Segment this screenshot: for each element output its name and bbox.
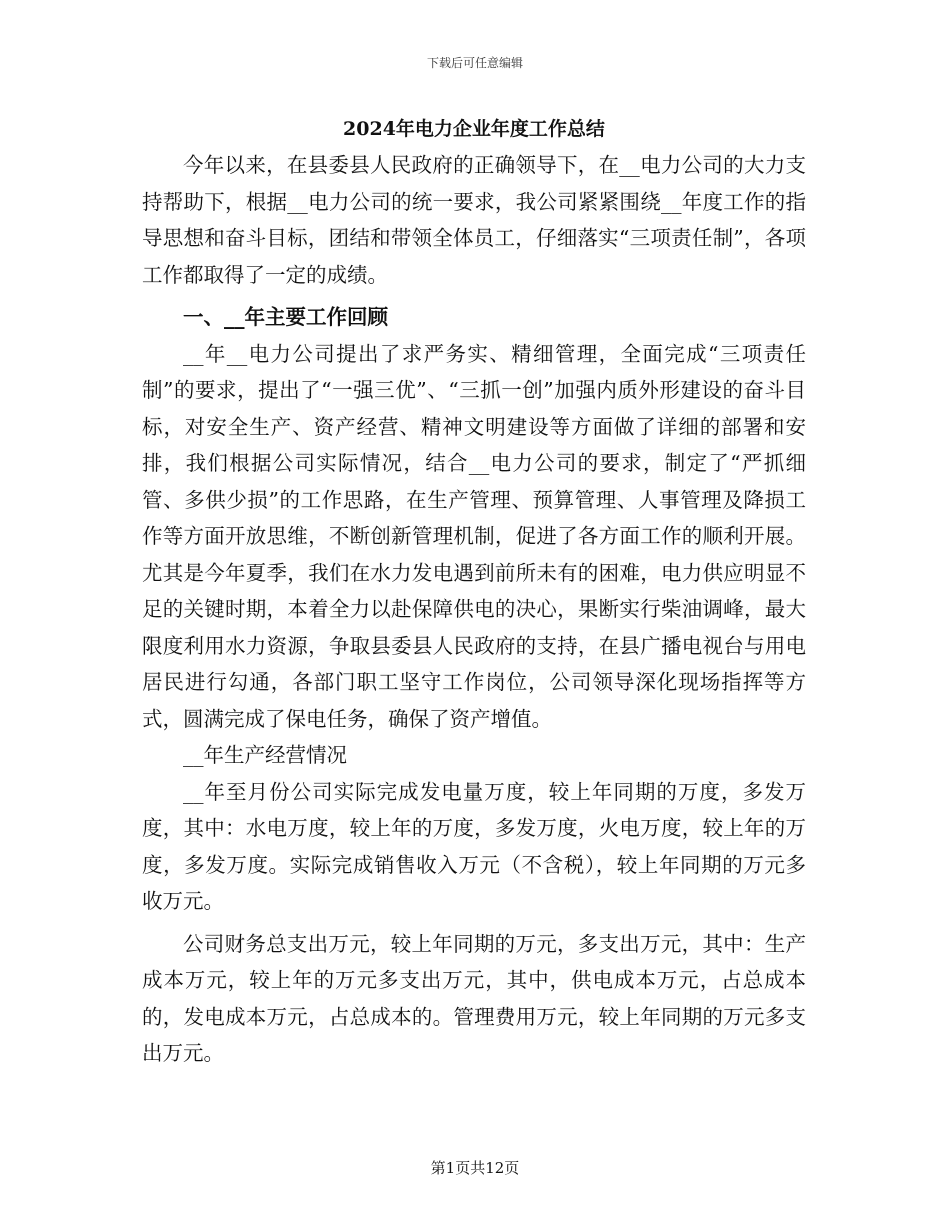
section-heading: 一、__年主要工作回顾 [183, 305, 388, 329]
page-footer: 第1页共12页 [430, 1159, 520, 1177]
document-body [142, 112, 806, 1072]
review-paragraph: __年__电力公司提出了求严务实、精细管理，全面完成“三项责任制”的要求，提出了“一强三优”、“三抓一创”加强内质外形建设的奋斗目标，对安全生产、资产经营、精神文明建设等方面做了详细的部署和安排，我们根据公司实际情况，结合__电力公司的要求，制定了“严抓细管、多供少损”的工作思路，在生产管理、预算管理、人事管理及降损工作等方面开放思维，不断创新管理机制，促进了各方面工作的顺利开展。尤其是今年夏季，我们在水力发电遇到前所未有的困难，电力供应明显不足的关键时期，本着全力以赴保障供电的决心，果断实行柴油调峰，最大限度利用水力资源，争取县委县人民政府的支持，在县广播电视台与用电居民进行勾通，各部门职工坚守工作岗位，公司领导深化现场指挥等方式，圆满完成了保电任务，确保了资产增值。 [142, 341, 806, 731]
document-title: 2024年电力企业年度工作总结 [343, 118, 605, 140]
sub-heading: __年生产经营情况 [183, 743, 347, 767]
intro-paragraph: 今年以来，在县委县人民政府的正确领导下，在__电力公司的大力支持帮助下，根据__电力公司的统一要求，我公司紧紧围绕__年度工作的指导思想和奋斗目标，团结和带领全体员工，仔细落实“三项责任制”，各项工作都取得了一定的成绩。 [142, 153, 806, 287]
header-note: 下载后可任意编辑 [426, 56, 523, 70]
production-paragraph: __年至月份公司实际完成发电量万度，较上年同期的万度，多发万度，其中：水电万度，较上年的万度，多发万度，火电万度，较上年的万度，多发万度。实际完成销售收入万元（不含税），较上年同期的万元多收万元。 [142, 779, 806, 913]
finance-paragraph: 公司财务总支出万元，较上年同期的万元，多支出万元，其中：生产成本万元，较上年的万元多支出万元，其中，供电成本万元，占总成本的，发电成本万元，占总成本的。管理费用万元，较上年同期的万元多支出万元。 [142, 931, 806, 1065]
